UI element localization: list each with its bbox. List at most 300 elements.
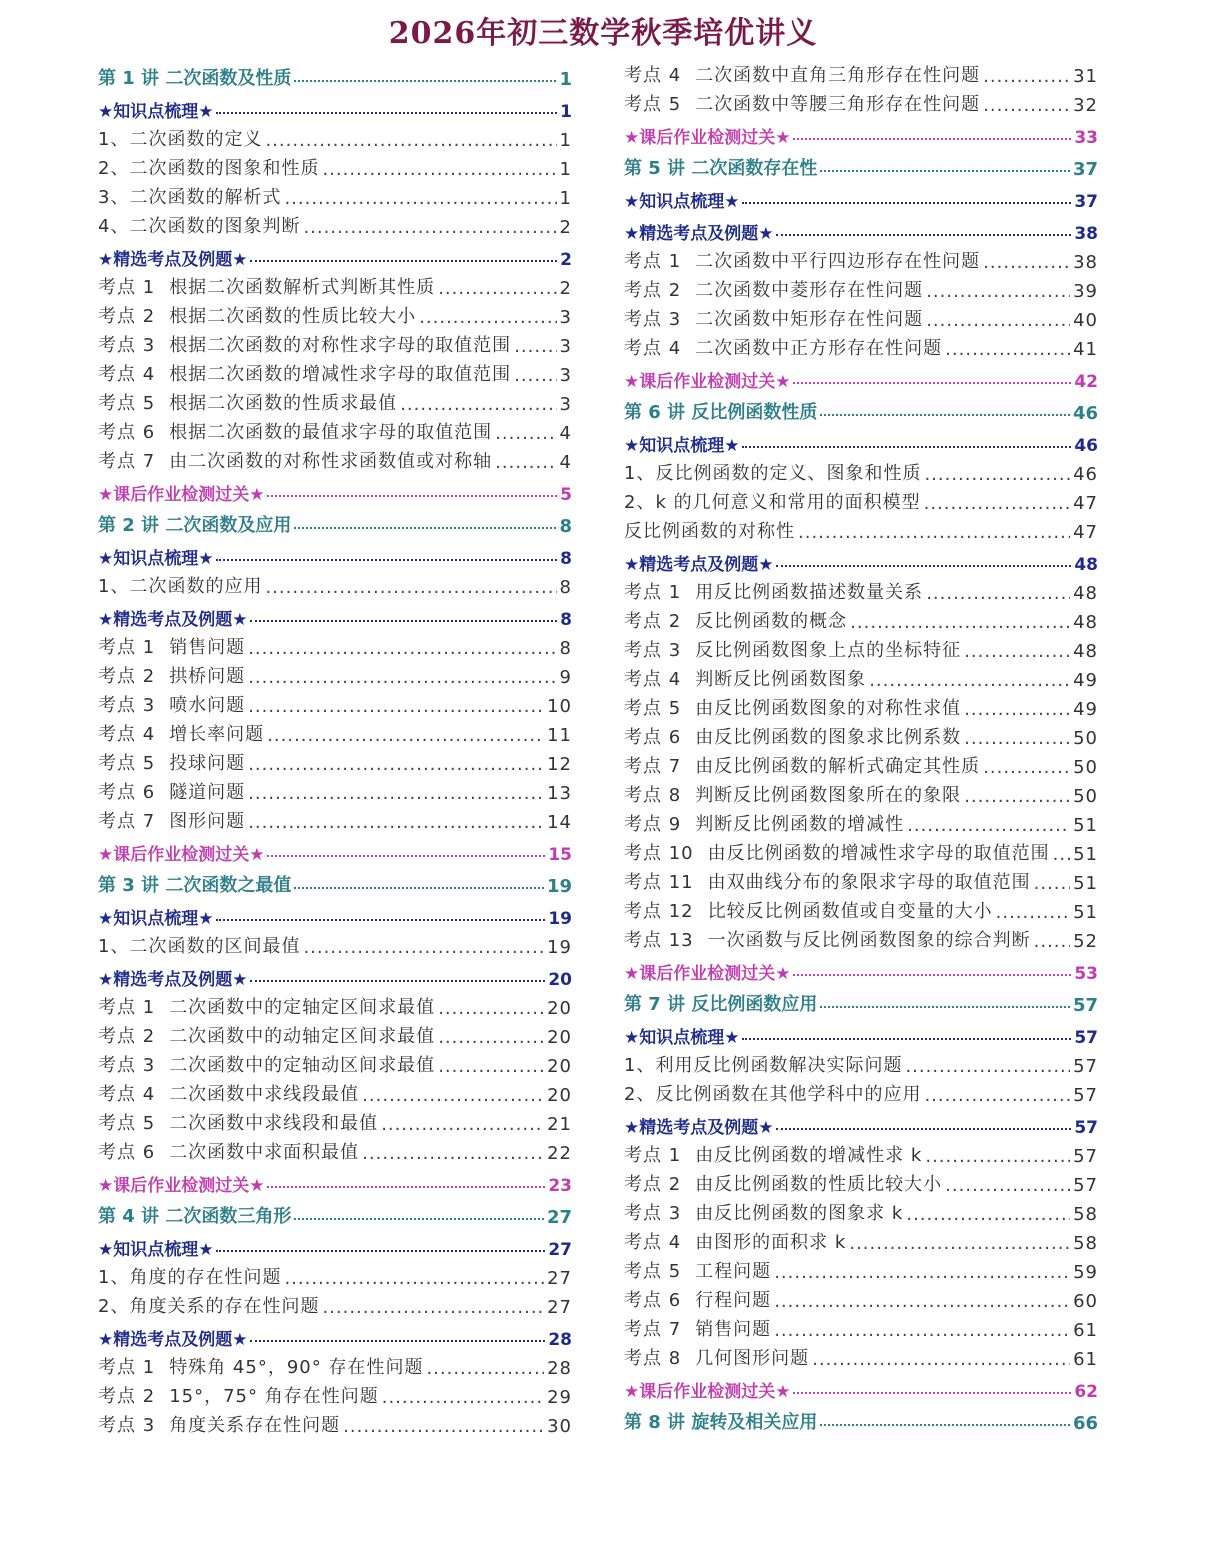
toc-item-label: 考点 2 — [98, 306, 156, 327]
toc-item-label: 考点 7 — [98, 811, 156, 832]
toc-left-column — [98, 58, 572, 1437]
dot-leader — [926, 281, 1070, 302]
toc-entry-text: ★课后作业检测过关★ — [98, 1176, 265, 1196]
toc-item[interactable] — [624, 1167, 1098, 1196]
dot-leader — [322, 1297, 544, 1318]
dot-leader — [849, 1233, 1070, 1254]
toc-entry-text: 第 7 讲 反比例函数应用 — [624, 994, 818, 1015]
toc-page-number: 57 — [1072, 995, 1098, 1016]
toc-examples-heading[interactable] — [98, 598, 572, 630]
toc-page-number: 3 — [559, 307, 572, 328]
toc-item[interactable] — [624, 485, 1098, 514]
dot-leader — [850, 612, 1070, 633]
toc-item-label: 考点 2 — [624, 280, 682, 301]
toc-page-number: 8 — [560, 610, 572, 630]
toc-homework-heading[interactable] — [624, 952, 1098, 984]
dot-leader — [820, 414, 1070, 416]
toc-entry-text: 判断反比例函数图象所在的象限 — [695, 785, 962, 806]
toc-item[interactable] — [98, 386, 572, 415]
dot-leader — [514, 336, 556, 357]
toc-entry-text: 1、反比例函数的定义、图象和性质 — [624, 463, 922, 484]
toc-entry-text: 15°，75° 角存在性问题 — [169, 1386, 379, 1407]
toc-knowledge-heading[interactable] — [98, 1228, 572, 1260]
toc-lecture-entry[interactable] — [624, 984, 1098, 1016]
toc-page-number: 58 — [1073, 1204, 1098, 1225]
toc-page-number: 49 — [1073, 699, 1098, 720]
dot-leader — [793, 1392, 1071, 1394]
dot-leader — [983, 757, 1070, 778]
toc-entry-text: 一次函数与反比例函数图象的综合判断 — [707, 930, 1031, 951]
dot-leader — [294, 887, 544, 889]
toc-item-label: 考点 3 — [624, 640, 682, 661]
toc-page-number: 51 — [1073, 815, 1098, 836]
dot-leader — [248, 783, 544, 804]
toc-item-label: 考点 6 — [98, 1142, 156, 1163]
toc-examples-heading[interactable] — [624, 212, 1098, 244]
toc-item[interactable] — [98, 122, 572, 151]
toc-homework-heading[interactable] — [624, 360, 1098, 392]
toc-item[interactable] — [98, 1289, 572, 1318]
toc-page-number: 49 — [1073, 670, 1098, 691]
dot-leader — [774, 1262, 1070, 1283]
toc-item-label: 考点 3 — [624, 309, 682, 330]
toc-examples-heading[interactable] — [98, 1318, 572, 1350]
dot-leader — [294, 1218, 544, 1220]
toc-item[interactable] — [98, 569, 572, 598]
toc-page-number: 30 — [547, 1416, 572, 1437]
toc-entry-text: ★精选考点及例题★ — [624, 555, 774, 575]
toc-entry-text: 第 8 讲 旋转及相关应用 — [624, 1412, 818, 1433]
toc-lecture-entry[interactable] — [624, 392, 1098, 424]
toc-item-label: 考点 1 — [98, 997, 156, 1018]
dot-leader — [438, 278, 556, 299]
dot-leader — [419, 307, 556, 328]
toc-entry-text: 行程问题 — [695, 1290, 772, 1311]
toc-page-number: 14 — [547, 812, 572, 833]
toc-entry-text: 二次函数中的定轴定区间求最值 — [169, 997, 436, 1018]
dot-leader — [964, 786, 1070, 807]
dot-leader — [216, 1250, 545, 1252]
dot-leader — [250, 980, 545, 982]
toc-item[interactable] — [98, 180, 572, 209]
dot-leader — [924, 1085, 1070, 1106]
toc-entry-text: 第 6 讲 反比例函数性质 — [624, 402, 818, 423]
toc-item-label: 考点 2 — [98, 1386, 156, 1407]
toc-item[interactable] — [98, 717, 572, 746]
toc-item[interactable] — [98, 270, 572, 299]
toc-page-number: 60 — [1073, 1291, 1098, 1312]
dot-leader — [265, 577, 556, 598]
dot-leader — [924, 493, 1070, 514]
toc-knowledge-heading[interactable] — [624, 1016, 1098, 1048]
toc-entry-text: ★课后作业检测过关★ — [624, 128, 791, 148]
toc-item[interactable] — [624, 720, 1098, 749]
toc-page-number: 1 — [559, 159, 572, 180]
toc-item[interactable] — [624, 302, 1098, 331]
dot-leader — [793, 974, 1071, 976]
toc-entry-text: 由反比例函数的解析式确定其性质 — [695, 756, 981, 777]
dot-leader — [869, 670, 1070, 691]
toc-item[interactable] — [624, 273, 1098, 302]
toc-item[interactable] — [624, 778, 1098, 807]
toc-homework-heading[interactable] — [624, 1370, 1098, 1402]
toc-item[interactable] — [98, 209, 572, 238]
dot-leader — [438, 1056, 544, 1077]
toc-page-number: 19 — [546, 876, 572, 897]
toc-item-label: 考点 5 — [98, 393, 156, 414]
toc-entry-text: 2、反比例函数在其他学科中的应用 — [624, 1084, 922, 1105]
dot-leader — [905, 1056, 1070, 1077]
toc-entry-text: 2、角度关系的存在性问题 — [98, 1296, 320, 1317]
toc-item-label: 考点 11 — [624, 872, 694, 893]
dot-leader — [362, 1085, 544, 1106]
toc-page-number: 46 — [1074, 436, 1098, 456]
toc-item[interactable] — [624, 575, 1098, 604]
toc-page-number: 1 — [559, 69, 572, 90]
toc-item[interactable] — [98, 929, 572, 958]
toc-homework-heading[interactable] — [98, 1164, 572, 1196]
toc-page-number: 3 — [559, 394, 572, 415]
toc-page-number: 27 — [547, 1268, 572, 1289]
toc-item[interactable] — [98, 1260, 572, 1289]
toc-page-number: 4 — [559, 423, 572, 444]
toc-item[interactable] — [624, 514, 1098, 543]
dot-leader — [924, 464, 1070, 485]
toc-entry-text: 由反比例函数的图象求 k — [695, 1203, 904, 1224]
toc-homework-heading[interactable] — [98, 833, 572, 865]
toc-item-label: 考点 1 — [624, 1145, 682, 1166]
toc-item-label: 考点 6 — [98, 422, 156, 443]
toc-entry-text: 销售问题 — [695, 1319, 772, 1340]
toc-knowledge-heading[interactable] — [98, 90, 572, 122]
toc-lecture-entry[interactable] — [624, 1402, 1098, 1434]
toc-item-label: 考点 5 — [624, 1261, 682, 1282]
dot-leader — [774, 1320, 1070, 1341]
toc-entry-text: ★课后作业检测过关★ — [624, 372, 791, 392]
toc-item[interactable] — [98, 151, 572, 180]
toc-item[interactable] — [624, 865, 1098, 894]
toc-item[interactable] — [98, 1379, 572, 1408]
dot-leader — [248, 812, 544, 833]
toc-item[interactable] — [624, 1312, 1098, 1341]
dot-leader — [248, 638, 556, 659]
dot-leader — [294, 80, 556, 82]
toc-entry-text: 1、二次函数的定义 — [98, 129, 263, 150]
toc-page-number: 57 — [1073, 1056, 1098, 1077]
toc-entry-text: ★知识点梳理★ — [98, 1240, 214, 1260]
dot-leader — [776, 565, 1071, 567]
toc-entry-text: 二次函数中求线段和最值 — [169, 1113, 379, 1134]
toc-item[interactable] — [624, 633, 1098, 662]
toc-page-number: 28 — [548, 1330, 572, 1350]
toc-knowledge-heading[interactable] — [624, 424, 1098, 456]
toc-page-number: 28 — [547, 1358, 572, 1379]
toc-page-number: 48 — [1073, 641, 1098, 662]
toc-entry-text: ★精选考点及例题★ — [98, 250, 248, 270]
toc-page-number: 23 — [548, 1176, 572, 1196]
toc-page-number: 57 — [1073, 1146, 1098, 1167]
toc-item-label: 考点 6 — [98, 782, 156, 803]
toc-entry-text: ★课后作业检测过关★ — [98, 845, 265, 865]
dot-leader — [438, 1027, 544, 1048]
toc-page-number: 57 — [1073, 1175, 1098, 1196]
toc-entry-text: 反比例函数的概念 — [695, 611, 848, 632]
toc-item[interactable] — [98, 1350, 572, 1379]
dot-leader — [798, 522, 1070, 543]
toc-page-number: 50 — [1073, 786, 1098, 807]
toc-item-label: 考点 5 — [98, 1113, 156, 1134]
toc-item[interactable] — [624, 1341, 1098, 1370]
toc-knowledge-heading[interactable] — [98, 897, 572, 929]
toc-item[interactable] — [624, 749, 1098, 778]
toc-page-number: 37 — [1074, 192, 1098, 212]
toc-item[interactable] — [624, 1283, 1098, 1312]
toc-page-number: 59 — [1073, 1262, 1098, 1283]
toc-page-number: 21 — [547, 1114, 572, 1135]
toc-item-label: 考点 8 — [624, 1348, 682, 1369]
toc-entry-text: ★知识点梳理★ — [624, 192, 740, 212]
toc-item[interactable] — [624, 58, 1098, 87]
toc-page-number: 48 — [1073, 612, 1098, 633]
toc-item[interactable] — [624, 244, 1098, 273]
toc-entry-text: 用反比例函数描述数量关系 — [695, 582, 924, 603]
dot-leader — [742, 1038, 1071, 1040]
toc-entry-text: 2、k 的几何意义和常用的面积模型 — [624, 492, 921, 513]
toc-entry-text: 1、二次函数的区间最值 — [98, 936, 301, 957]
toc-knowledge-heading[interactable] — [98, 537, 572, 569]
dot-leader — [267, 855, 545, 857]
toc-entry-text: 二次函数中正方形存在性问题 — [695, 338, 943, 359]
toc-item[interactable] — [624, 1077, 1098, 1106]
toc-entry-text: 根据二次函数解析式判断其性质 — [169, 277, 436, 298]
dot-leader — [1034, 873, 1070, 894]
toc-entry-text: 根据二次函数的性质求最值 — [169, 393, 398, 414]
toc-item[interactable] — [624, 691, 1098, 720]
toc-entry-text: 图形问题 — [169, 811, 246, 832]
toc-item-label: 考点 4 — [624, 338, 682, 359]
toc-homework-heading[interactable] — [98, 473, 572, 505]
toc-page-number: 3 — [559, 365, 572, 386]
toc-item[interactable] — [624, 1225, 1098, 1254]
toc-page-number: 27 — [546, 1207, 572, 1228]
toc-item[interactable] — [98, 990, 572, 1019]
toc-page-number: 62 — [1074, 1382, 1098, 1402]
dot-leader — [742, 202, 1071, 204]
dot-leader — [925, 1146, 1070, 1167]
toc-lecture-entry[interactable] — [98, 1196, 572, 1228]
toc-homework-heading[interactable] — [624, 116, 1098, 148]
toc-entry-text: 由反比例函数的增减性求 k — [695, 1145, 923, 1166]
toc-item[interactable] — [98, 804, 572, 833]
toc-page-number: 46 — [1073, 464, 1098, 485]
dot-leader — [267, 725, 544, 746]
toc-item[interactable] — [624, 331, 1098, 360]
toc-item[interactable] — [624, 1254, 1098, 1283]
toc-page-number: 50 — [1073, 728, 1098, 749]
toc-entry-text: 第 1 讲 二次函数及性质 — [98, 68, 292, 89]
toc-entry-text: ★精选考点及例题★ — [624, 224, 774, 244]
toc-item[interactable] — [98, 630, 572, 659]
toc-page-number: 32 — [1073, 95, 1098, 116]
toc-entry-text: 由反比例函数的增减性求字母的取值范围 — [707, 843, 1050, 864]
toc-entry-text: 第 3 讲 二次函数之最值 — [98, 875, 292, 896]
toc-entry-text: 判断反比例函数的增减性 — [695, 814, 905, 835]
toc-item[interactable] — [624, 604, 1098, 633]
toc-entry-text: 第 2 讲 二次函数及应用 — [98, 515, 292, 536]
toc-entry-text: 由二次函数的对称性求函数值或对称轴 — [169, 451, 493, 472]
toc-item[interactable] — [98, 1408, 572, 1437]
toc-lecture-entry[interactable] — [624, 148, 1098, 180]
toc-entry-text: 二次函数中平行四边形存在性问题 — [695, 251, 981, 272]
toc-entry-text: 3、二次函数的解析式 — [98, 187, 282, 208]
toc-item-label: 考点 3 — [98, 1055, 156, 1076]
dot-leader — [248, 667, 556, 688]
dot-leader — [216, 112, 557, 114]
toc-item[interactable] — [624, 1196, 1098, 1225]
toc-entry-text: 几何图形问题 — [695, 1348, 810, 1369]
dot-leader — [294, 527, 556, 529]
dot-leader — [926, 583, 1070, 604]
toc-page-number: 27 — [548, 1240, 572, 1260]
toc-item[interactable] — [624, 456, 1098, 485]
toc-examples-heading[interactable] — [98, 238, 572, 270]
toc-item-label: 考点 6 — [624, 1290, 682, 1311]
toc-page-number: 51 — [1073, 873, 1098, 894]
dot-leader — [812, 1349, 1070, 1370]
toc-right-column — [624, 58, 1098, 1434]
dot-leader — [742, 446, 1071, 448]
toc-entry-text: ★知识点梳理★ — [98, 909, 214, 929]
toc-entry-text: 反比例函数的对称性 — [624, 521, 795, 542]
toc-item[interactable] — [98, 775, 572, 804]
toc-knowledge-heading[interactable] — [624, 180, 1098, 212]
toc-entry-text: 比较反比例函数值或自变量的大小 — [707, 901, 993, 922]
toc-page-number: 22 — [547, 1143, 572, 1164]
toc-item-label: 考点 7 — [624, 1319, 682, 1340]
dot-leader — [983, 252, 1070, 273]
toc-item-label: 考点 3 — [624, 1203, 682, 1224]
page-title: 2026年初三数学秋季培优讲义 — [388, 16, 818, 51]
toc-lecture-entry[interactable] — [98, 865, 572, 897]
toc-entry-text: 1、利用反比例函数解决实际问题 — [624, 1055, 903, 1076]
toc-item-label: 考点 2 — [624, 611, 682, 632]
dot-leader — [248, 754, 544, 775]
dot-leader — [983, 95, 1070, 116]
toc-item[interactable] — [98, 415, 572, 444]
toc-item-label: 考点 1 — [624, 582, 682, 603]
dot-leader — [216, 559, 557, 561]
toc-examples-heading[interactable] — [98, 958, 572, 990]
toc-page-number: 11 — [547, 725, 572, 746]
toc-item-label: 考点 4 — [98, 724, 156, 745]
dot-leader — [438, 998, 544, 1019]
toc-item[interactable] — [624, 87, 1098, 116]
toc-page-number: 51 — [1073, 844, 1098, 865]
toc-entry-text: 由反比例函数的性质比较大小 — [695, 1174, 943, 1195]
toc-entry-text: 销售问题 — [169, 637, 246, 658]
toc-item-label: 考点 7 — [624, 756, 682, 777]
toc-item[interactable] — [98, 688, 572, 717]
toc-item[interactable] — [98, 1135, 572, 1164]
dot-leader — [906, 1204, 1070, 1225]
toc-entry-text: 工程问题 — [695, 1261, 772, 1282]
toc-item-label: 考点 1 — [98, 277, 156, 298]
toc-item-label: 考点 6 — [624, 727, 682, 748]
toc-lecture-entry[interactable] — [98, 505, 572, 537]
toc-page-number: 48 — [1073, 583, 1098, 604]
dot-leader — [426, 1358, 544, 1379]
toc-lecture-entry[interactable] — [98, 58, 572, 90]
toc-item[interactable] — [98, 357, 572, 386]
toc-item[interactable] — [98, 1106, 572, 1135]
toc-page-number: 1 — [559, 130, 572, 151]
toc-page-number: 2 — [559, 217, 572, 238]
toc-entry-text: 二次函数中求面积最值 — [169, 1142, 360, 1163]
toc-entry-text: ★精选考点及例题★ — [98, 1330, 248, 1350]
toc-entry-text: 二次函数中菱形存在性问题 — [695, 280, 924, 301]
toc-page-number: 1 — [559, 188, 572, 209]
toc-item[interactable] — [624, 923, 1098, 952]
toc-entry-text: 由反比例函数的图象求比例系数 — [695, 727, 962, 748]
toc-page-number: 52 — [1073, 931, 1098, 952]
dot-leader — [284, 188, 556, 209]
toc-page-number: 53 — [1074, 964, 1098, 984]
toc-page-number: 46 — [1072, 403, 1098, 424]
toc-entry-text: ★知识点梳理★ — [624, 1028, 740, 1048]
toc-page-number: 37 — [1072, 159, 1098, 180]
dot-leader — [776, 1128, 1071, 1130]
toc-entry-text: 根据二次函数的最值求字母的取值范围 — [169, 422, 493, 443]
toc-page-number: 20 — [547, 1027, 572, 1048]
toc-item[interactable] — [98, 328, 572, 357]
toc-item-label: 考点 4 — [624, 65, 682, 86]
toc-page-number: 4 — [559, 452, 572, 473]
toc-item[interactable] — [98, 299, 572, 328]
dot-leader — [820, 170, 1070, 172]
toc-item[interactable] — [98, 1019, 572, 1048]
toc-item[interactable] — [624, 807, 1098, 836]
toc-item[interactable] — [98, 746, 572, 775]
toc-page-number: 15 — [548, 845, 572, 865]
toc-entry-text: 二次函数中求线段最值 — [169, 1084, 360, 1105]
dot-leader — [964, 699, 1070, 720]
toc-item-label: 考点 5 — [624, 698, 682, 719]
toc-item-label: 考点 1 — [98, 637, 156, 658]
toc-entry-text: 二次函数中矩形存在性问题 — [695, 309, 924, 330]
toc-item[interactable] — [98, 444, 572, 473]
toc-page-number: 27 — [547, 1297, 572, 1318]
toc-item[interactable] — [624, 662, 1098, 691]
toc-page-number: 2 — [559, 278, 572, 299]
toc-item[interactable] — [98, 659, 572, 688]
toc-item[interactable] — [624, 1138, 1098, 1167]
toc-item[interactable] — [624, 894, 1098, 923]
toc-item[interactable] — [624, 836, 1098, 865]
dot-leader — [495, 452, 556, 473]
toc-examples-heading[interactable] — [624, 543, 1098, 575]
toc-item-label: 考点 8 — [624, 785, 682, 806]
toc-entry-text: 增长率问题 — [169, 724, 265, 745]
toc-page-number: 41 — [1073, 339, 1098, 360]
toc-item[interactable] — [98, 1048, 572, 1077]
toc-item-label: 考点 9 — [624, 814, 682, 835]
toc-item[interactable] — [624, 1048, 1098, 1077]
toc-item[interactable] — [98, 1077, 572, 1106]
toc-page-number: 5 — [560, 485, 572, 505]
toc-entry-text: 根据二次函数的性质比较大小 — [169, 306, 417, 327]
toc-examples-heading[interactable] — [624, 1106, 1098, 1138]
toc-entry-text: 二次函数中的定轴动区间求最值 — [169, 1055, 436, 1076]
